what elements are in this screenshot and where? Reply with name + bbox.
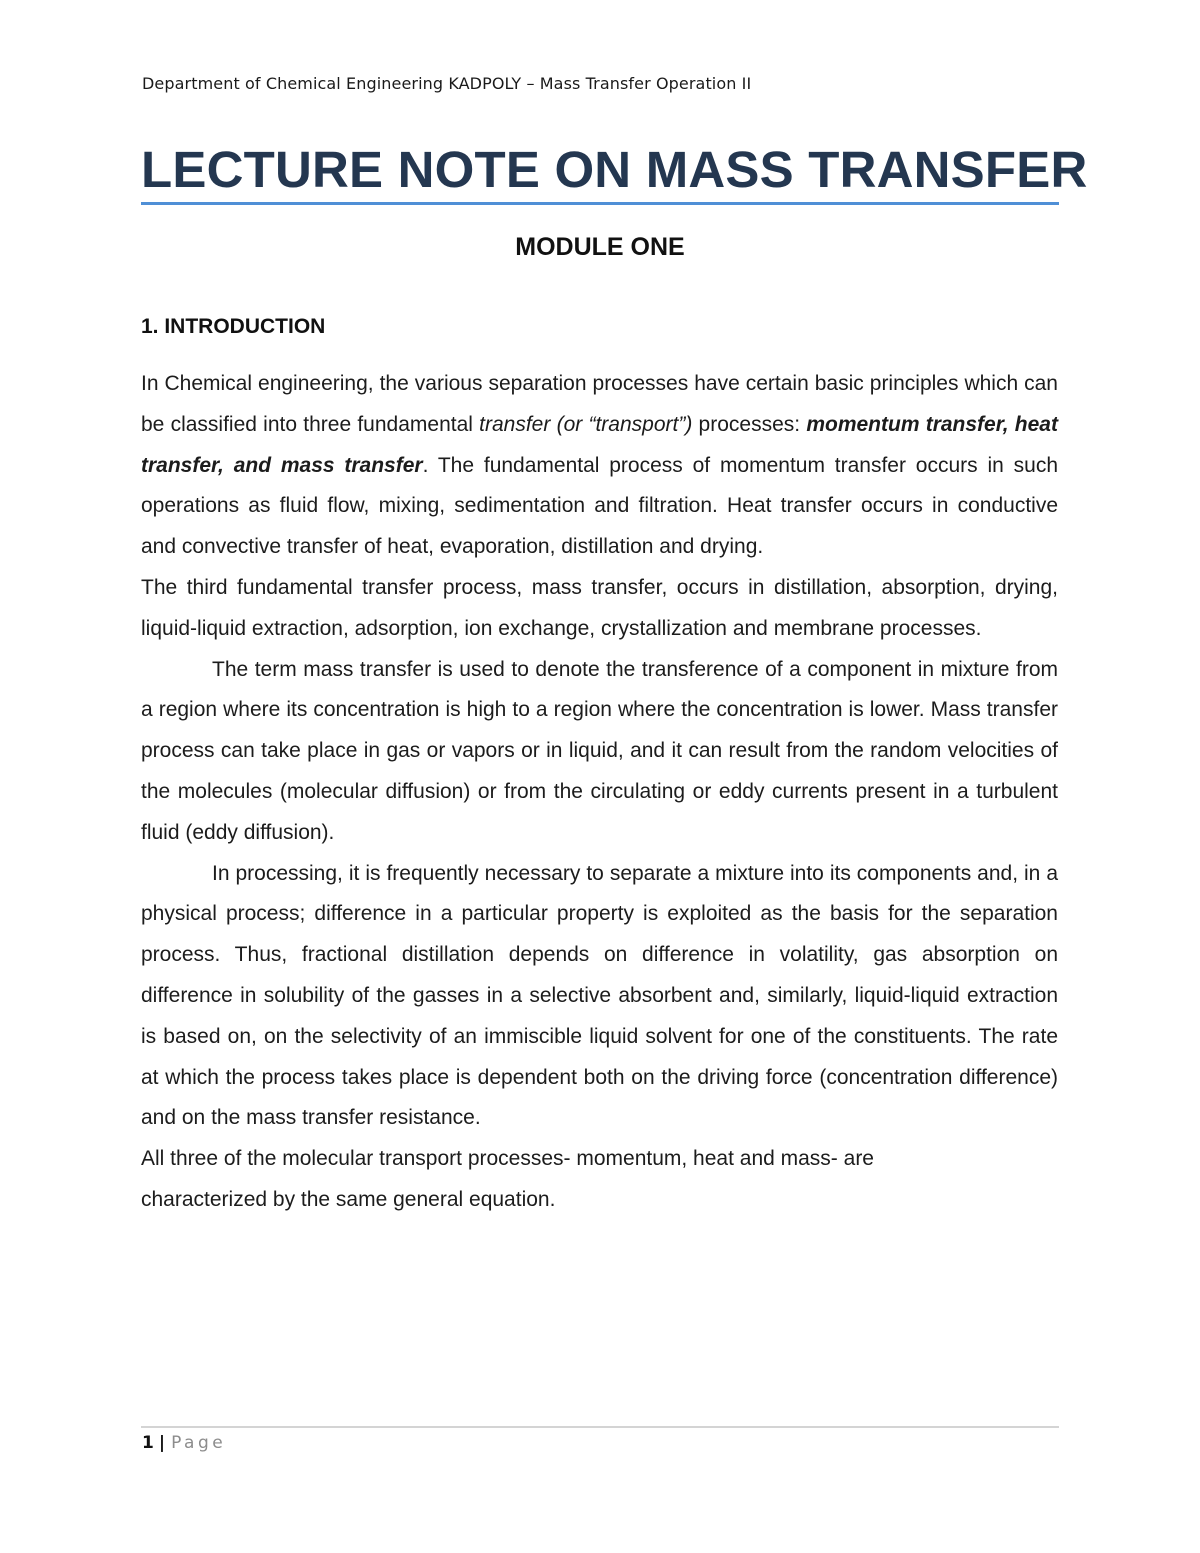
footer-separator: | [158, 1433, 166, 1453]
running-header: Department of Chemical Engineering KADPOLY – Mass Transfer Operation II [142, 74, 752, 93]
paragraph-1-text-a: In Chemical engineering, the various separation processes have certain basic principles which can be classified into three fundamental [141, 372, 1058, 436]
module-title: MODULE ONE [515, 233, 685, 261]
paragraph-5 [141, 1139, 1058, 1221]
footer-divider [141, 1426, 1059, 1428]
paragraph-1-text-c: . The fundamental process of momentum transfer occurs in such operations as fluid flow, mixing, sedimentation and filtration. Heat transfer occurs in conductive and convective transfer of heat, evaporation, distillation and drying. [141, 453, 1058, 559]
page-label: Page [171, 1433, 227, 1453]
paragraph-1-emphasis: momentum transfer, heat transfer, and mass transfer [141, 412, 1058, 477]
paragraph-3: The term mass transfer is used to denote the transference of a component in mixture from a region where its concentration is high to a region where the concentration is lower. Mass transfer process can take place in gas or vapors or in liquid, and it can result from the random velocities of the molecules (molecular diffusion) or from the circulating or eddy currents present in a turbulent fluid (eddy diffusion). [141, 657, 1058, 844]
paragraph-1-text-b: processes: [692, 412, 807, 436]
page-number: 1 [142, 1433, 154, 1453]
paragraph-5-line-2: characterized by the same general equation. [141, 1187, 556, 1211]
paragraph-5-line-1: All three of the molecular transport processes- momentum, heat and mass- are [141, 1147, 874, 1171]
title-underline [141, 202, 1059, 205]
paragraph-1-italic: transfer (or “transport”) [479, 412, 693, 436]
paragraph-2: The third fundamental transfer process, mass transfer, occurs in distillation, absorption, drying, liquid-liquid extraction, adsorption, ion exchange, crystallization and membrane processes. [141, 575, 1058, 640]
body-text [141, 364, 1058, 1221]
paragraph-1 [141, 364, 1058, 568]
section-heading: 1. INTRODUCTION [141, 315, 326, 338]
page-title: LECTURE NOTE ON MASS TRANSFER [141, 141, 1088, 198]
page-footer [142, 1433, 226, 1453]
paragraph-4: In processing, it is frequently necessary to separate a mixture into its components and, in a physical process; difference in a particular property is exploited as the basis for the separation process. Thus, fractional distillation depends on difference in volatility, gas absorption on difference in solubility of the gasses in a selective absorbent and, similarly, liquid-liquid extraction is based on, on the selectivity of an immiscible liquid solvent for one of the constituents. The rate at which the process takes place is dependent both on the driving force (concentration difference) and on the mass transfer resistance. [141, 861, 1058, 1130]
